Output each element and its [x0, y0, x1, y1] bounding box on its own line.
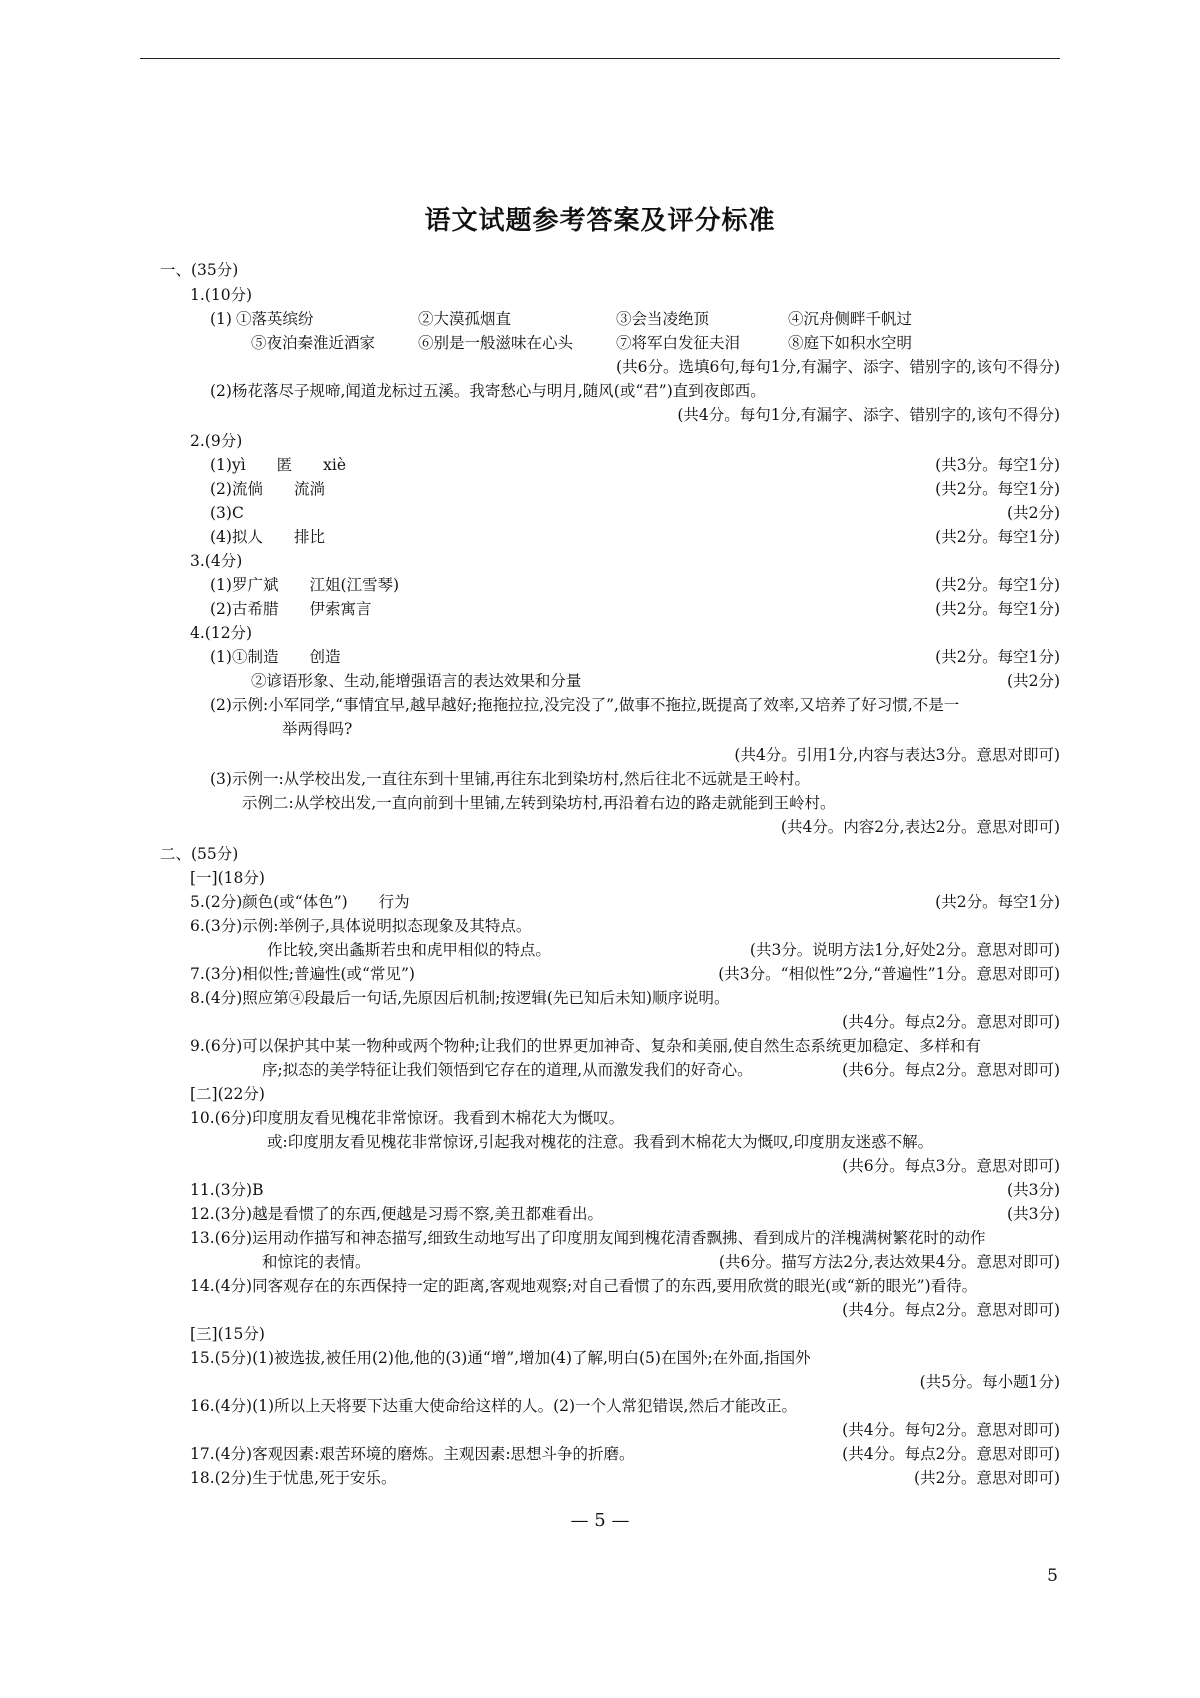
q6-line2: 作比较,突出螽斯若虫和虎甲相似的特点。 [267, 941, 551, 959]
page-number-center: — 5 — [570, 1510, 630, 1531]
q15-note: (共5分。每小题1分) [919, 1373, 1060, 1391]
q4-a3-note: (共4分。内容2分,表达2分。意思对即可) [780, 818, 1060, 836]
q4-a3-line1: (3)示例一:从学校出发,一直往东到十里铺,再往东北到染坊村,然后往北不远就是王岭村。 [210, 770, 810, 788]
q3-label: 3.(4分) [190, 552, 243, 570]
q7: 7.(3分)相似性;普遍性(或“常见”) [190, 965, 415, 983]
q13-note: (共6分。描写方法2分,表达效果4分。意思对即可) [718, 1253, 1060, 1271]
q17: 17.(4分)客观因素:艰苦环境的磨炼。主观因素:思想斗争的折磨。 [190, 1445, 635, 1463]
q6-note: (共3分。说明方法1分,好处2分。意思对即可) [749, 941, 1060, 959]
fill-2: ②大漠孤烟直 [418, 310, 512, 328]
q13-line2: 和惊诧的表情。 [262, 1253, 371, 1271]
q2-a1: (1)yì 匿 xiè [210, 456, 347, 474]
q2-a4-note: (共2分。每空1分) [935, 528, 1060, 546]
q18-note: (共2分。意思对即可) [914, 1469, 1060, 1487]
q7-note: (共3分。“相似性”2分,“普遍性”1分。意思对即可) [718, 965, 1060, 983]
q4-a2-line1: (2)示例:小军同学,“事情宜早,越早越好;拖拖拉拉,没完没了”,做事不拖拉,既提高了效率,又培养了好习惯,不是一 [210, 696, 960, 714]
q5: 5.(2分)颜色(或“体色”) 行为 [190, 893, 410, 911]
q8: 8.(4分)照应第④段最后一句话,先原因后机制;按逻辑(先已知后未知)顺序说明。 [190, 989, 730, 1007]
fill-5: ⑤夜泊秦淮近酒家 [251, 334, 376, 352]
part1-heading: 一、(35分) [160, 261, 239, 279]
q1-label: 1.(10分) [190, 286, 253, 304]
q2-a2-note: (共2分。每空1分) [935, 480, 1060, 498]
q9-line1: 9.(6分)可以保护其中某一物种或两个物种;让我们的世界更加神奇、复杂和美丽,使自然生态系统更加稳定、多样和有 [190, 1037, 981, 1055]
q12: 12.(3分)越是看惯了的东西,便越是习焉不察,美丑都难看出。 [190, 1205, 603, 1223]
q10-line2: 或:印度朋友看见槐花非常惊讶,引起我对槐花的注意。我看到木棉花大为慨叹,印度朋友迷惑不解。 [267, 1133, 934, 1151]
fill-1: ①落英缤纷 [236, 310, 314, 328]
page-title: 语文试题参考答案及评分标准 [424, 206, 776, 236]
fill-6: ⑥别是一般滋味在心头 [418, 334, 574, 352]
q3-a1-note: (共2分。每空1分) [935, 576, 1060, 594]
q10-line1: 10.(6分)印度朋友看见槐花非常惊讶。我看到木棉花大为慨叹。 [190, 1109, 625, 1127]
q11-note: (共3分) [1007, 1181, 1060, 1199]
fill-8: ⑧庭下如积水空明 [788, 334, 913, 352]
q11: 11.(3分)B [190, 1181, 264, 1199]
q3-a2: (2)古希腊 伊索寓言 [210, 600, 372, 618]
q4-a1-note: (共2分。每空1分) [935, 648, 1060, 666]
q4-a1b-note: (共2分) [1007, 672, 1060, 690]
q2-a2: (2)流倘 流淌 [210, 480, 325, 498]
q2-a4: (4)拟人 排比 [210, 528, 325, 546]
page-number-corner: 5 [1047, 1566, 1058, 1586]
q4-a2-line2: 举两得吗? [282, 720, 353, 738]
q14: 14.(4分)同客观存在的东西保持一定的距离,客观地观察;对自己看惯了的东西,要用欣赏的眼光(或“新的眼光”)看待。 [190, 1277, 978, 1295]
part2-heading: 二、(55分) [160, 845, 239, 863]
q14-note: (共4分。每点2分。意思对即可) [842, 1301, 1060, 1319]
q17-note: (共4分。每点2分。意思对即可) [842, 1445, 1060, 1463]
q3-a2-note: (共2分。每空1分) [935, 600, 1060, 618]
top-rule [140, 58, 1060, 59]
q9-note: (共6分。每点2分。意思对即可) [842, 1061, 1060, 1079]
section3-heading: [三](15分) [190, 1325, 265, 1343]
q5-note: (共2分。每空1分) [935, 893, 1060, 911]
q4-a1b: ②谚语形象、生动,能增强语言的表达效果和分量 [251, 672, 582, 690]
q16: 16.(4分)(1)所以上天将要下达重大使命给这样的人。(2)一个人常犯错误,然后才能改正。 [190, 1397, 797, 1415]
section2-heading: [二](22分) [190, 1085, 265, 1103]
q4-label: 4.(12分) [190, 624, 253, 642]
fill-7: ⑦将军白发征夫泪 [616, 334, 741, 352]
q9-line2: 序;拟态的美学特征让我们领悟到它存在的道理,从而激发我们的好奇心。 [262, 1061, 753, 1079]
q1-sub2-note: (共4分。每句1分,有漏字、添字、错别字的,该句不得分) [677, 406, 1060, 424]
q15: 15.(5分)(1)被选拔,被任用(2)他,他的(3)通“增”,增加(4)了解,明白(5)在国外;在外面,指国外 [190, 1349, 811, 1367]
q2-a3: (3)C [210, 504, 244, 522]
q6-line1: 6.(3分)示例:举例子,具体说明拟态现象及其特点。 [190, 917, 532, 935]
q13-line1: 13.(6分)运用动作描写和神态描写,细致生动地写出了印度朋友闻到槐花清香飘拂、看到成片的洋槐满树繁花时的动作 [190, 1229, 986, 1247]
q18: 18.(2分)生于忧患,死于安乐。 [190, 1469, 397, 1487]
q2-label: 2.(9分) [190, 432, 243, 450]
q16-note: (共4分。每句2分。意思对即可) [842, 1421, 1060, 1439]
q1-sub1-label: (1) [210, 310, 232, 328]
fill-3: ③会当凌绝顶 [616, 310, 710, 328]
q4-a3-line2: 示例二:从学校出发,一直向前到十里铺,左转到染坊村,再沿着右边的路走就能到王岭村。 [242, 794, 836, 812]
q10-note: (共6分。每点3分。意思对即可) [842, 1157, 1060, 1175]
q8-note: (共4分。每点2分。意思对即可) [842, 1013, 1060, 1031]
q4-a1: (1)①制造 创造 [210, 648, 341, 666]
q12-note: (共3分) [1007, 1205, 1060, 1223]
q2-a3-note: (共2分) [1007, 504, 1060, 522]
section1-heading: [一](18分) [190, 869, 265, 887]
fill-4: ④沉舟侧畔千帆过 [788, 310, 913, 328]
q4-a2-note: (共4分。引用1分,内容与表达3分。意思对即可) [734, 746, 1060, 764]
q2-a1-note: (共3分。每空1分) [935, 456, 1060, 474]
q1-sub2: (2)杨花落尽子规啼,闻道龙标过五溪。我寄愁心与明月,随风(或“君”)直到夜郎西。 [210, 382, 766, 400]
q1-sub1-note: (共6分。选填6句,每句1分,有漏字、添字、错别字的,该句不得分) [616, 358, 1060, 376]
q3-a1: (1)罗广斌 江姐(江雪琴) [210, 576, 400, 594]
